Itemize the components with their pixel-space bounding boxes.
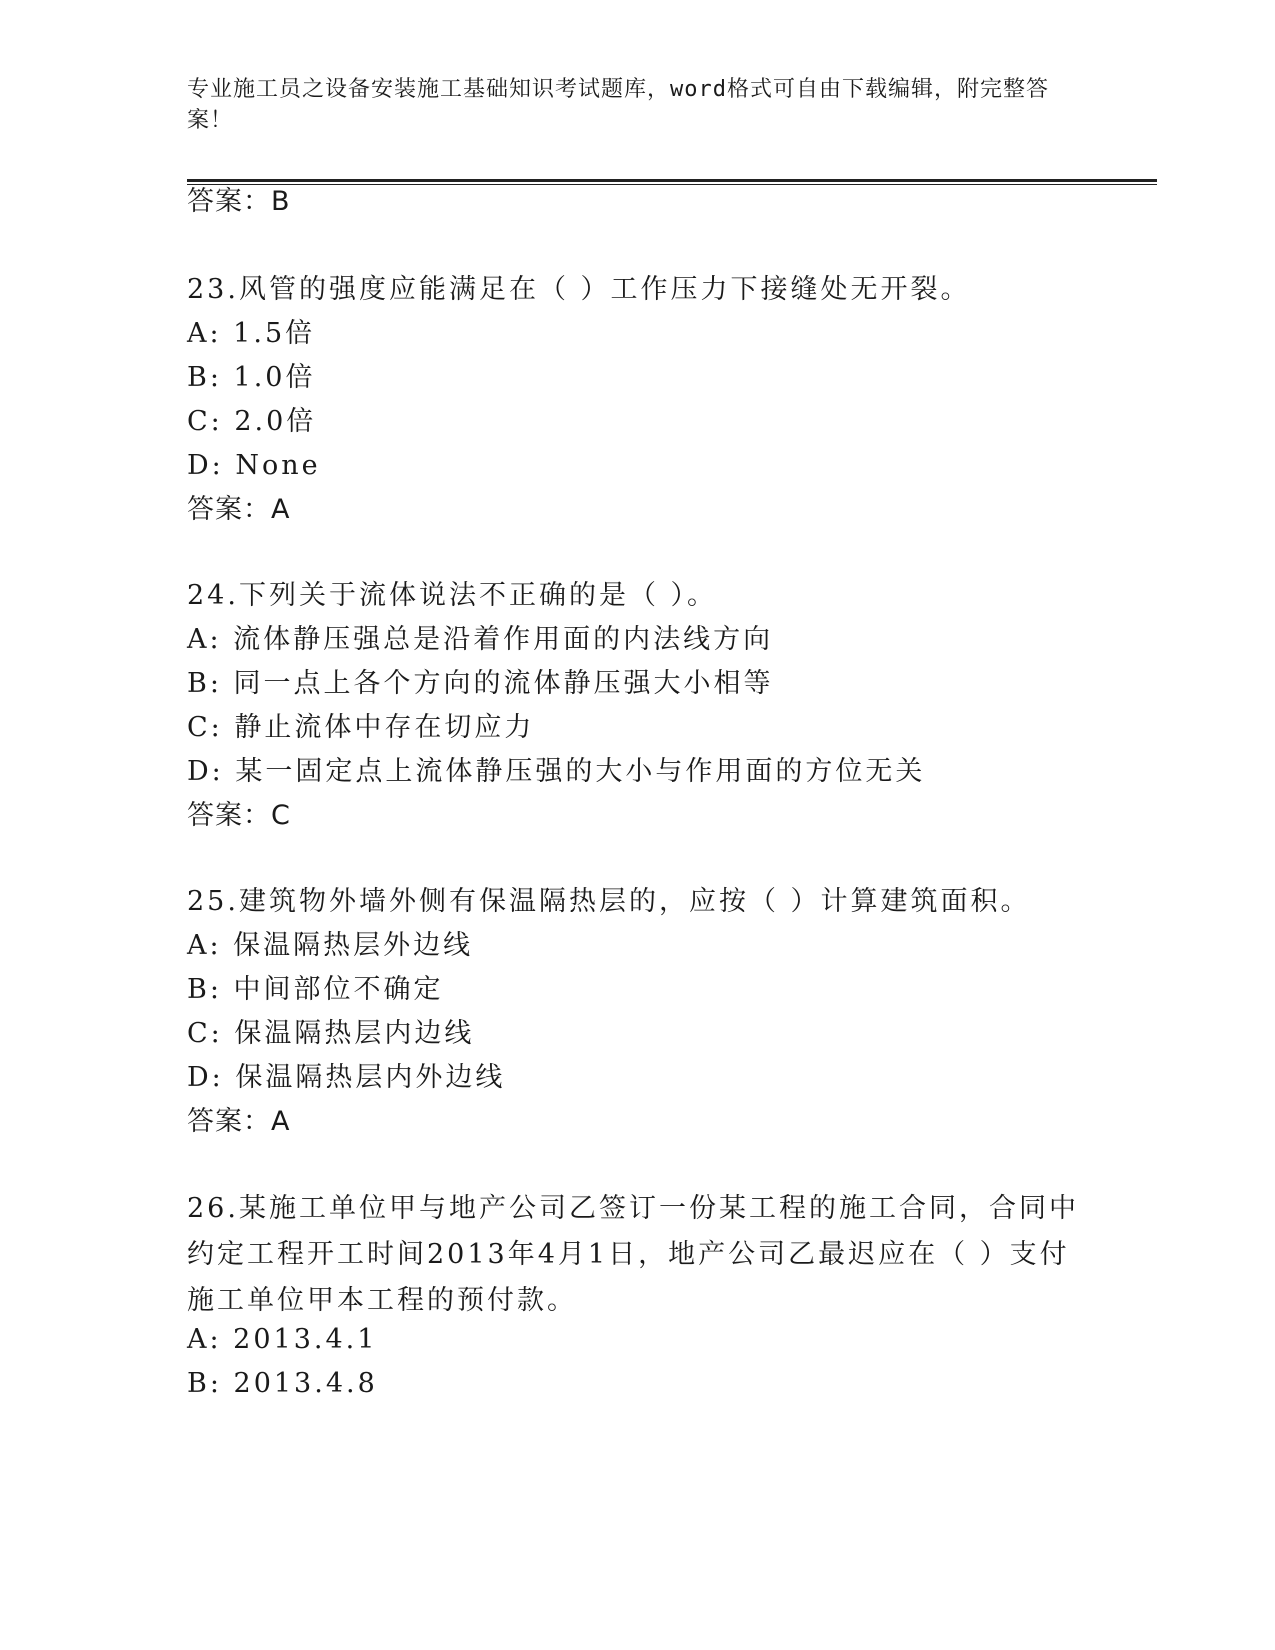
- question-24-stem: 24.下列关于流体说法不正确的是（ ）。: [187, 580, 718, 611]
- answer-previous: 答案：B: [187, 186, 291, 217]
- header-divider-thick: [187, 179, 1157, 182]
- question-23-stem: 23.风管的强度应能满足在（ ）工作压力下接缝处无开裂。: [187, 274, 971, 305]
- question-25-option-d: D: 保温隔热层内外边线: [187, 1062, 506, 1093]
- question-24-option-c: C: 静止流体中存在切应力: [187, 712, 535, 743]
- question-23-option-d: D: None: [187, 450, 321, 481]
- question-25-option-b: B: 中间部位不确定: [187, 974, 444, 1005]
- question-23-answer: 答案：A: [187, 494, 291, 525]
- question-24-option-b: B: 同一点上各个方向的流体静压强大小相等: [187, 668, 774, 699]
- question-24-option-a: A: 流体静压强总是沿着作用面的内法线方向: [187, 624, 774, 655]
- question-25-option-c: C: 保温隔热层内边线: [187, 1018, 475, 1049]
- question-24-answer: 答案：C: [187, 800, 291, 831]
- document-header: 专业施工员之设备安装施工基础知识考试题库，word格式可自由下载编辑，附完整答案！: [187, 77, 1049, 133]
- question-25-stem: 25.建筑物外墙外侧有保温隔热层的，应按（ ）计算建筑面积。: [187, 886, 1031, 917]
- question-26-option-a: A: 2013.4.1: [187, 1324, 378, 1355]
- question-23-option-c: C: 2.0倍: [187, 406, 317, 437]
- question-25-option-a: A: 保温隔热层外边线: [187, 930, 474, 961]
- question-24-option-d: D: 某一固定点上流体静压强的大小与作用面的方位无关: [187, 756, 926, 787]
- question-26-option-b: B: 2013.4.8: [187, 1368, 378, 1399]
- question-23-option-b: B: 1.0倍: [187, 362, 316, 393]
- question-23-option-a: A: 1.5倍: [187, 318, 316, 349]
- question-25-answer: 答案：A: [187, 1106, 291, 1137]
- question-26-stem: 26.某施工单位甲与地产公司乙签订一份某工程的施工合同，合同中约定工程开工时间2013年4月1日，地产公司乙最迟应在（ ）支付施工单位甲本工程的预付款。: [187, 1193, 1079, 1316]
- header-divider-thin: [187, 184, 1157, 185]
